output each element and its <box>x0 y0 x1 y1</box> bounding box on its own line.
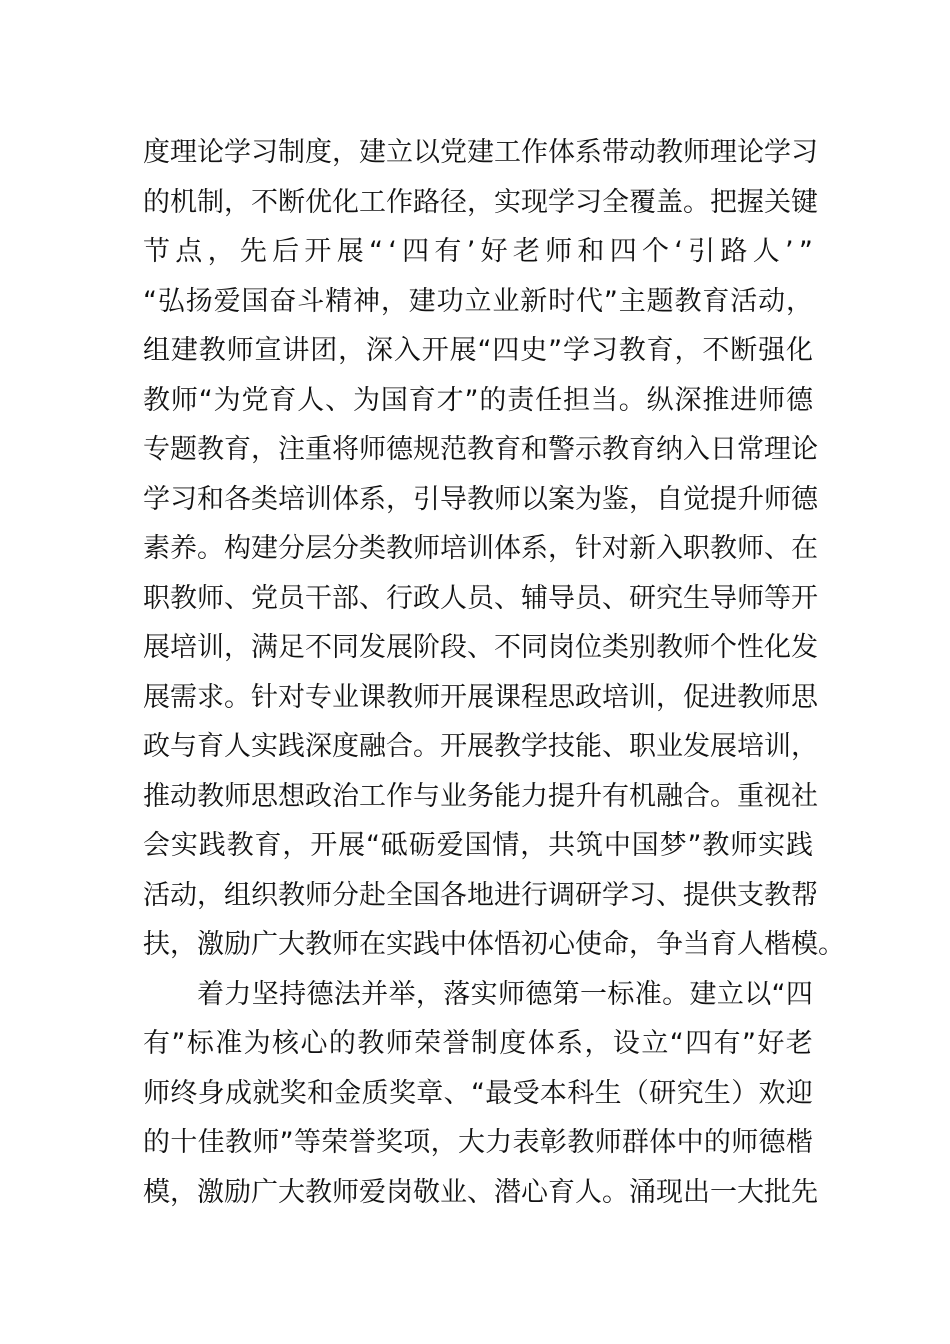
text-line: 展 需 求 。 针 对 专 业 课 教 师 开 展 课 程 思 政 培 训 ， 促 进 教 师 思 <box>143 681 818 713</box>
text-line: 职 教 师 、 党 员 干 部 、 行 政 人 员 、 辅 导 员 、 研 究 生 导 师 等 开 <box>143 582 818 614</box>
text-line: 活 动 ， 组 织 教 师 分 赴 全 国 各 地 进 行 调 研 学 习 、 提 供 支 教 帮 <box>143 879 818 911</box>
text-line: 展 培 训 ， 满 足 不 同 发 展 阶 段 、 不 同 岗 位 类 别 教 师 个 性 化 发 <box>143 632 818 663</box>
text-line: 会 实 践 教 育 ， 开 展 “ 砥 砺 爱 国 情 ， 共 筑 中 国 梦 ” 教 师 实 践 <box>143 830 813 861</box>
body-text <box>143 128 845 1217</box>
text-line: 的 十 佳 教 师 ” 等 荣 誉 奖 项 ， 大 力 表 彰 教 师 群 体 中 的 师 德 楷 <box>143 1127 813 1158</box>
text-line: 组 建 教 师 宣 讲 团 ， 深 入 开 展 “ 四 史 ” 学 习 教 育 ， 不 断 强 化 <box>143 335 813 366</box>
text-line: 节 点 ， 先 后 开 展 “ ‘ 四 有 ’ 好 老 师 和 四 个 ‘ 引 路 人 ’ ” <box>143 236 813 267</box>
text-line: 素 养 。 构 建 分 层 分 类 教 师 培 训 体 系 ， 针 对 新 入 职 教 师 、 在 <box>143 533 818 564</box>
text-line: 教 师 “ 为 党 育 人 、 为 国 育 才 ” 的 责 任 担 当 。 纵 深 推 进 师 德 <box>143 384 813 416</box>
text-line: 模 ， 激 励 广 大 教 师 爱 岗 敬 业 、 潜 心 育 人 。 涌 现 出 一 大 批 先 <box>143 1176 818 1208</box>
text-line: 的 机 制 ， 不 断 优 化 工 作 路 径 ， 实 现 学 习 全 覆 盖 。 把 握 关 键 <box>143 186 818 218</box>
paragraph-start-line: 着 力 坚 持 德 法 并 举 ， 落 实 师 德 第 一 标 准 。 建 立 以 “ 四 <box>197 978 813 1010</box>
text-line: “ 弘 扬 爱 国 奋 斗 精 神 ， 建 功 立 业 新 时 代 ” 主 题 教 育 活 动 ， <box>143 285 813 317</box>
text-line: 有 ” 标 准 为 核 心 的 教 师 荣 誉 制 度 体 系 ， 设 立 “ 四 有 ” 好 老 <box>143 1028 813 1059</box>
text-line: 专 题 教 育 ， 注 重 将 师 德 规 范 教 育 和 警 示 教 育 纳 入 日 常 理 论 <box>143 434 818 465</box>
text-line: 师 终 身 成 就 奖 和 金 质 奖 章 、 “ 最 受 本 科 生 （ 研 究 生 ） 欢 迎 <box>143 1077 813 1109</box>
paragraph-end-line: 扶，激励广大教师在实践中体悟初心使命，争当育人楷模。 <box>143 929 845 960</box>
text-line: 度 理 论 学 习 制 度 ， 建 立 以 党 建 工 作 体 系 带 动 教 师 理 论 学 习 <box>143 137 818 168</box>
text-line: 推 动 教 师 思 想 政 治 工 作 与 业 务 能 力 提 升 有 机 融 合 。 重 视 社 <box>143 780 818 812</box>
text-line: 学 习 和 各 类 培 训 体 系 ， 引 导 教 师 以 案 为 鉴 ， 自 觉 提 升 师 德 <box>143 483 818 515</box>
text-line: 政 与 育 人 实 践 深 度 融 合 。 开 展 教 学 技 能 、 职 业 发 展 培 训 ， <box>143 731 818 762</box>
